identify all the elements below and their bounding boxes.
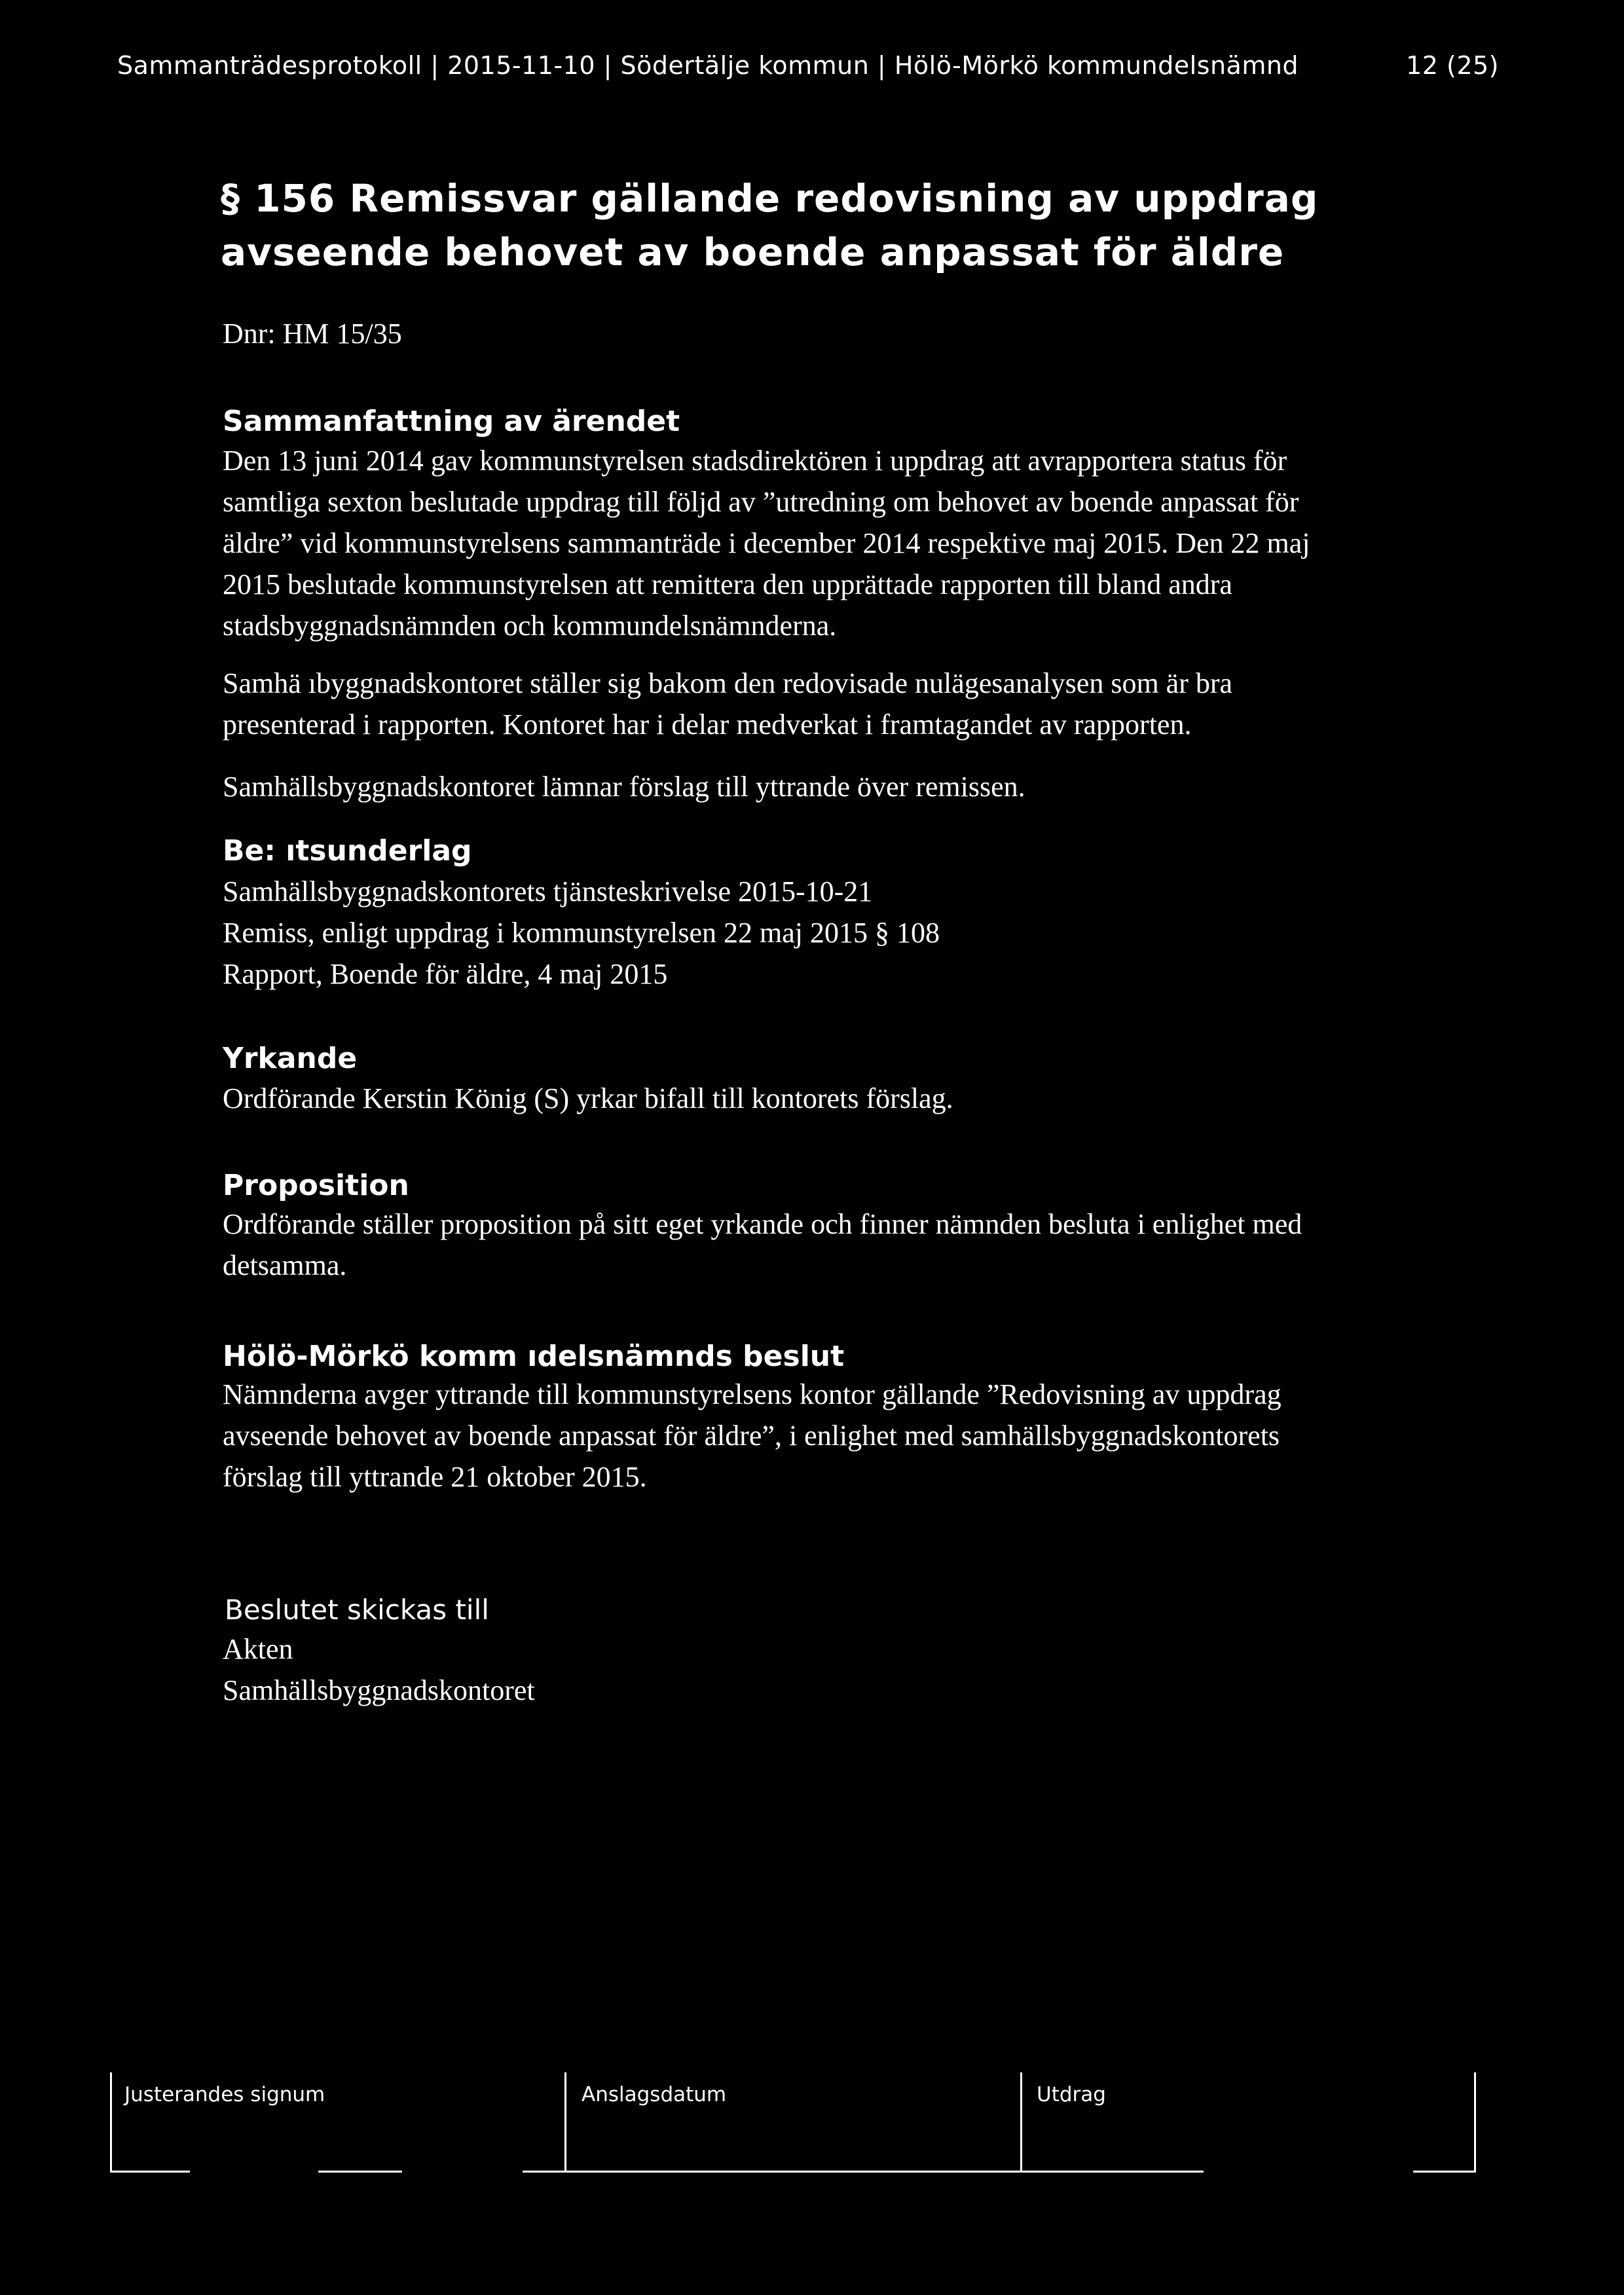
summary-paragraph-1 xyxy=(223,440,1480,646)
recipient: Akten xyxy=(223,1633,293,1665)
sent-to-label: Beslutet skickas till xyxy=(225,1594,489,1626)
heading-beslutsunderlag: Be: ıtsunderlag xyxy=(223,834,472,868)
heading-sammanfattning: Sammanfattning av ärendet xyxy=(223,405,680,438)
text-line: avseende behovet av boende anpassat för äldre”, i enlighet med samhällsbyggnadskontorets xyxy=(223,1420,1280,1452)
text-line: Samhällsbyggnadskontoret lämnar förslag till yttrande över remissen. xyxy=(223,771,1025,803)
summary-paragraph-2 xyxy=(223,663,1480,745)
proposition-text xyxy=(223,1203,1480,1286)
text-line: detsamma. xyxy=(223,1249,347,1281)
recipient: Samhällsbyggnadskontoret xyxy=(223,1674,535,1706)
page-title xyxy=(221,172,1465,279)
beslutsunderlag-list xyxy=(223,871,1480,995)
text-line: Nämnderna avger yttrande till kommunstyrelsens kontor gällande ”Redovisning av uppdrag xyxy=(223,1378,1282,1410)
recipient-list xyxy=(223,1628,1480,1711)
yrkande-text xyxy=(223,1078,1480,1119)
diary-number: Dnr: HM 15/35 xyxy=(223,318,402,350)
signature-line xyxy=(1413,2171,1476,2173)
box-divider xyxy=(564,2072,566,2172)
list-item: Remiss, enligt uppdrag i kommunstyrelsen 22 maj 2015 § 108 xyxy=(223,917,940,949)
box-divider xyxy=(1474,2072,1476,2172)
anslagsdatum-label: Anslagsdatum xyxy=(581,2083,727,2106)
text-line: 2015 beslutade kommunstyrelsen att remittera den upprättade rapporten till bland andra xyxy=(223,568,1232,600)
summary-paragraph-3 xyxy=(223,766,1480,807)
beslut-text xyxy=(223,1374,1480,1497)
header-meta: Sammanträdesprotokoll | 2015-11-10 | Södertälje kommun | Hölö-Mörkö kommundelsnämnd xyxy=(117,51,1299,80)
text-line: Ordförande ställer proposition på sitt eget yrkande och finner nämnden besluta i enlighet med xyxy=(223,1208,1302,1240)
signature-footer xyxy=(110,2072,1476,2174)
heading-beslut: Hölö-Mörkö komm ıdelsnämnds beslut xyxy=(223,1340,845,1373)
box-divider xyxy=(1020,2072,1022,2172)
text-line: förslag till yttrande 21 oktober 2015. xyxy=(223,1461,647,1493)
justerandes-signum-label: Justerandes signum xyxy=(124,2083,325,2106)
box-divider xyxy=(110,2072,112,2172)
list-item: Rapport, Boende för äldre, 4 maj 2015 xyxy=(223,958,668,990)
signature-line xyxy=(110,2171,190,2173)
text-line: Samhä ıbyggnadskontoret ställer sig bakom den redovisade nulägesanalysen som är bra xyxy=(223,667,1233,699)
text-line: äldre” vid kommunstyrelsens sammanträde i december 2014 respektive maj 2015. Den 22 maj xyxy=(223,527,1310,559)
text-line: presenterad i rapporten. Kontoret har i delar medverkat i framtagandet av rapporten. xyxy=(223,708,1192,741)
utdrag-label: Utdrag xyxy=(1037,2083,1106,2106)
title-line-2: avseende behovet av boende anpassat för äldre xyxy=(221,230,1285,274)
text-line: stadsbyggnadsnämnden och kommundelsnämnderna. xyxy=(223,610,837,642)
signature-line xyxy=(318,2171,402,2173)
page-number: 12 (25) xyxy=(1406,51,1499,80)
signature-line xyxy=(523,2171,1204,2173)
title-line-1: § 156 Remissvar gällande redovisning av uppdrag xyxy=(221,176,1319,221)
page-header xyxy=(117,51,1499,90)
list-item: Samhällsbyggnadskontorets tjänsteskrivelse 2015-10-21 xyxy=(223,875,873,908)
text-line: Ordförande Kerstin König (S) yrkar bifall till kontorets förslag. xyxy=(223,1082,953,1114)
heading-yrkande: Yrkande xyxy=(223,1042,358,1075)
heading-proposition: Proposition xyxy=(223,1169,409,1202)
text-line: samtliga sexton beslutade uppdrag till följd av ”utredning om behovet av boende anpassat för xyxy=(223,486,1299,518)
text-line: Den 13 juni 2014 gav kommunstyrelsen stadsdirektören i uppdrag att avrapportera status för xyxy=(223,445,1287,477)
